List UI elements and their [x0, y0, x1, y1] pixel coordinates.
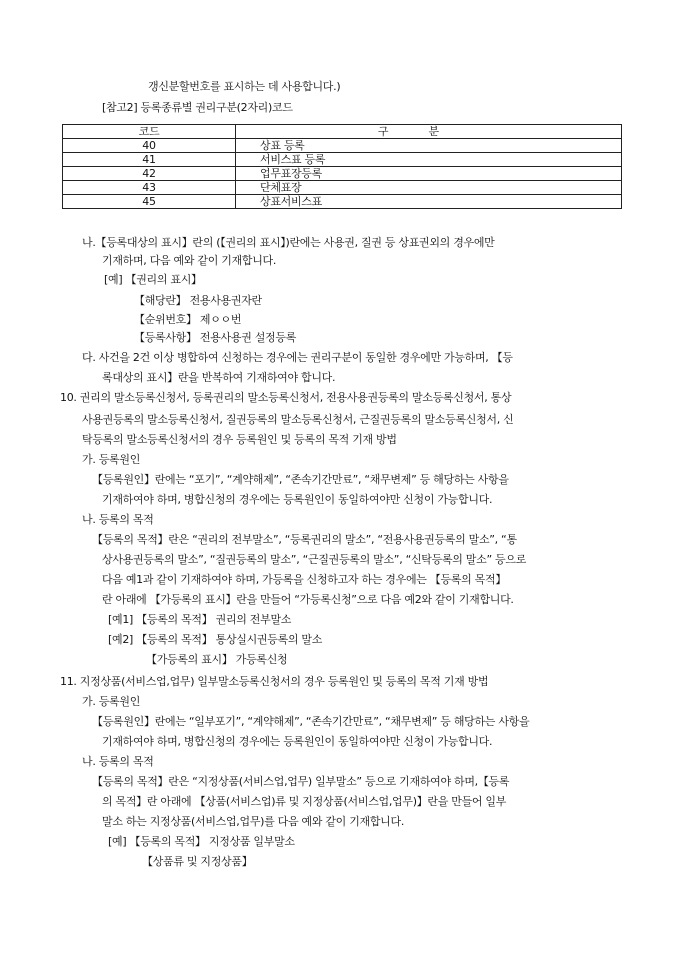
category-cell: 단체표장: [236, 181, 622, 195]
table-row: [63, 195, 622, 209]
line-3: 기재하며, 다음 예와 같이 기재합니다.: [102, 254, 277, 267]
line-26: 【등록원인】란에는 “일부포기”, “계약해제”, “존속기간만료”, “채무변제” 등 해당하는 사항을: [92, 715, 530, 728]
line-9: 록대상의 표시】란을 반복하여 기재하여야 합니다.: [102, 371, 336, 384]
line-24: 11. 지정상품(서비스업,업무) 일부말소등록신청서의 경우 등록원인 및 등록의 목적 기재 방법: [60, 675, 489, 688]
line-25: 가. 등록원인: [82, 695, 141, 708]
line-30: 의 목적】란 아래에 【상품(서비스업)류 및 지정상품(서비스업,업무)】란을 만들어 일부: [102, 795, 507, 808]
table-row: [63, 181, 622, 195]
line-22: [예2] 【등록의 목적】 통상실시권등록의 말소: [108, 633, 323, 646]
category-cell: 상표서비스표: [236, 195, 622, 209]
category-cell: 서비스표 등록: [236, 153, 622, 167]
table-row: [63, 167, 622, 181]
code-table-header: [63, 125, 622, 139]
line-23: 【가등록의 표시】 가등록신청: [146, 653, 288, 666]
table-row: [63, 139, 622, 153]
line-29: 【등록의 목적】란은 “지정상품(서비스업,업무) 일부말소” 등으로 기재하여야 하며,【등록: [92, 775, 510, 788]
line-11: 사용권등록의 말소등록신청서, 질권등록의 말소등록신청서, 근질권등록의 말소등록신청서, 신: [82, 413, 514, 426]
line-8: 다. 사건을 2건 이상 병합하여 신청하는 경우에는 권리구분이 동일한 경우에만 가능하며, 【등: [82, 351, 513, 364]
code-table: [62, 124, 622, 209]
line-18: 상사용권등록의 말소”, “질권등록의 말소”, “근질권등록의 말소”, “신탁등록의 말소” 등으로: [102, 553, 527, 566]
line-13: 가. 등록원인: [82, 453, 141, 466]
category-cell: 업무표장등록: [236, 167, 622, 181]
line-6: 【순위번호】 제ㅇㅇ번: [134, 313, 242, 326]
line-31: 말소 하는 지정상품(서비스업,업무)를 다음 예와 같이 기재합니다.: [102, 815, 405, 828]
line-5: 【해당란】 전용사용권자란: [134, 294, 262, 307]
line-2: 나.【등록대상의 표시】란의 (【권리의 표시】)란에는 사용권, 질권 등 상표권외의 경우에만: [82, 236, 495, 249]
line-32: [예] 【등록의 목적】 지정상품 일부말소: [108, 835, 295, 848]
line-1: [참고2] 등록종류별 권리구분(2자리)코드: [102, 101, 293, 114]
line-19: 다음 예1과 같이 기재하여야 하며, 가등록을 신청하고자 하는 경우에는 【등록의 목적】: [102, 573, 507, 586]
header-code: 코드: [63, 125, 236, 139]
line-10: 10. 권리의 말소등록신청서, 등록권리의 말소등록신청서, 전용사용권등록의 말소등록신청서, 통상: [60, 391, 512, 404]
category-cell: 상표 등록: [236, 139, 622, 153]
line-20: 란 아래에 【가등록의 표시】란을 만들어 “가등록신청”으로 다음 예2와 같이 기재합니다.: [102, 593, 514, 606]
line-0: 갱신분할번호를 표시하는 데 사용합니다.): [148, 80, 341, 93]
line-4: [예] 【권리의 표시】: [104, 273, 202, 286]
code-cell: 42: [63, 167, 236, 181]
code-cell: 45: [63, 195, 236, 209]
code-cell: 40: [63, 139, 236, 153]
line-14: 【등록원인】란에는 “포기”, “계약해제”, “존속기간만료”, “채무변제” 등 해당하는 사항을: [92, 473, 509, 486]
code-cell: 43: [63, 181, 236, 195]
line-27: 기재하여야 하며, 병합신청의 경우에는 등록원인이 동일하여야만 신청이 가능합니다.: [102, 735, 493, 748]
line-7: 【등록사항】 전용사용권 설정등록: [134, 331, 297, 344]
line-17: 【등록의 목적】란은 “권리의 전부말소”, “등록권리의 말소”, “전용사용권등록의 말소”, “통: [92, 533, 517, 546]
line-16: 나. 등록의 목적: [82, 513, 154, 526]
line-12: 탁등록의 말소등록신청서의 경우 등록원인 및 등록의 목적 기재 방법: [82, 433, 397, 446]
header-category: 구분: [236, 125, 622, 139]
line-15: 기재하여야 하며, 병합신청의 경우에는 등록원인이 동일하여야만 신청이 가능합니다.: [102, 493, 493, 506]
line-33: 【상품류 및 지정상품】: [142, 855, 253, 868]
line-21: [예1] 【등록의 목적】 권리의 전부말소: [108, 613, 292, 626]
line-28: 나. 등록의 목적: [82, 755, 154, 768]
code-cell: 41: [63, 153, 236, 167]
table-row: [63, 153, 622, 167]
